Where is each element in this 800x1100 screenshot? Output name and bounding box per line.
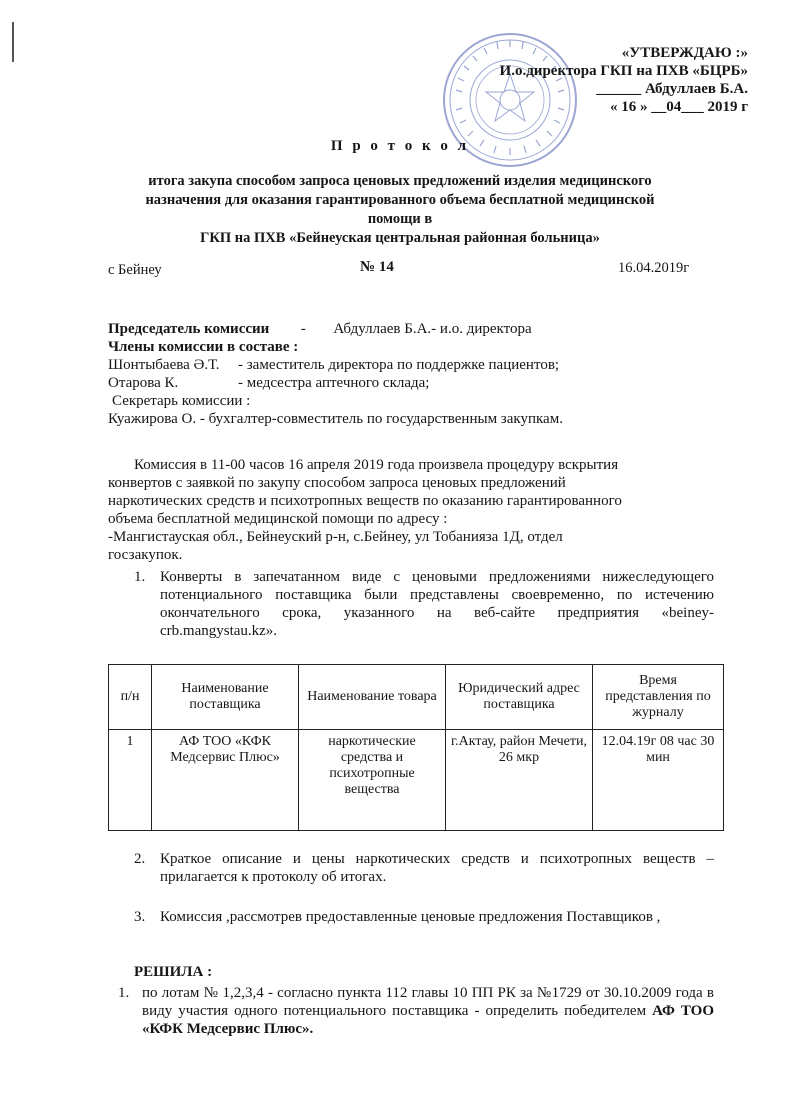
table-header: Время представления по журналу (593, 665, 724, 730)
meta-place: с Бейнеу (108, 262, 162, 278)
list-item (134, 908, 714, 926)
meta-number: № 14 (360, 259, 394, 275)
subtitle-line: помощи в (367, 211, 433, 227)
subtitle-line: назначения для оказания гарантированного объема бесплатной медицинской (145, 192, 655, 208)
member-row (108, 374, 563, 392)
document-title: П р о т о к о л (330, 138, 470, 154)
intro-line: объема бесплатной медицинской помощи по адресу : (108, 511, 448, 527)
list-item-text: Комиссия ,рассмотрев предоставленные ценовые предложения Поставщиков , (160, 909, 661, 925)
table-cell: 1 (109, 730, 152, 831)
member-role: - заместитель директора по поддержке пациентов; (238, 357, 560, 373)
table-header: Юридический адрес поставщика (446, 665, 593, 730)
secretary-label: Секретарь комиссии : (112, 393, 251, 409)
suppliers-table (108, 664, 724, 831)
member-name: Шонтыбаева Ә.Т. (108, 357, 220, 373)
member-role: - медсестра аптечного склада; (238, 375, 430, 391)
intro-line: Комиссия в 11-00 часов 16 апреля 2019 года произвела процедуру вскрытия (134, 457, 619, 473)
approval-heading: «УТВЕРЖДАЮ :» (621, 45, 748, 61)
decision-item (118, 984, 714, 1038)
list-item-number: 1. (134, 569, 146, 585)
approval-block (500, 44, 748, 116)
approval-position: И.о.директора ГКП на ПХВ «БЦРБ» (499, 63, 748, 79)
subtitle-line: итога закупа способом запроса ценовых предложений изделия медицинского (148, 173, 652, 189)
list-item-number: 2. (134, 851, 146, 867)
decision-heading: РЕШИЛА : (134, 964, 213, 980)
commission-chair (108, 320, 563, 338)
subtitle-line: ГКП на ПХВ «Бейнеуская центральная районная больница» (200, 230, 600, 246)
member-name: Отарова К. (108, 375, 179, 391)
table-header: п/н (109, 665, 152, 730)
intro-line: -Мангистауская обл., Бейнеуский р-н, с.Бейнеу, ул Тобанияза 1Д, отдел (108, 529, 563, 545)
document-subtitle (0, 172, 800, 248)
scan-edge-mark (12, 22, 14, 62)
table-cell: наркотические средства и психотропные вещества (299, 730, 446, 831)
intro-line: наркотических средств и психотропных веществ по оказанию гарантированного (108, 493, 622, 509)
list-item-text: Конверты в запечатанном виде с ценовыми предложениями нижеследующего потенциального поставщика были представлены своевременно, по истечению окончательного срока, указанного на веб-сайте предприятия «beiney-crb.mangystau.kz». (160, 569, 714, 639)
list-item (134, 568, 714, 640)
table-cell: 12.04.19г 08 час 30 мин (593, 730, 724, 831)
table-header-row (109, 665, 724, 730)
table-cell: АФ ТОО «КФК Медсервис Плюс» (152, 730, 299, 831)
decision-number: 1. (118, 985, 130, 1001)
members-label: Члены комиссии в составе : (108, 339, 299, 355)
intro-line: госзакупок. (108, 547, 183, 563)
list-item-text: Краткое описание и цены наркотических средств и психотропных веществ – прилагается к протоколу об итогах. (160, 851, 714, 885)
chair-separator: - (300, 321, 306, 337)
list-item (134, 850, 714, 886)
commission-block (108, 320, 563, 428)
approval-signatory: ______ Абдуллаев Б.А. (596, 81, 748, 97)
decision-body: по лотам № 1,2,3,4 - согласно пункта 112 главы 10 ПП РК за №1729 от 30.10.2009 года в виду участия одного потенциального поставщика - определить победителем (142, 985, 714, 1019)
meta-date: 16.04.2019г (618, 260, 690, 276)
member-row (108, 356, 563, 374)
secretary-value: Куажирова О. - бухгалтер-совместитель по государственным закупкам. (108, 411, 563, 427)
decision-winner: АФ ТОО «КФК Медсервис Плюс». (142, 1003, 714, 1037)
table-header: Наименование поставщика (152, 665, 299, 730)
table-header: Наименование товара (299, 665, 446, 730)
approval-date: « 16 » __04___ 2019 г (609, 99, 748, 115)
list-item-number: 3. (134, 909, 146, 925)
chair-value: Абдуллаев Б.А.- и.о. директора (333, 321, 532, 337)
intro-line: конвертов с заявкой по закупу способом запроса ценовых предложений (108, 475, 566, 491)
intro-paragraph (108, 456, 714, 564)
decision-text (142, 984, 714, 1038)
table-row (109, 730, 724, 831)
chair-label: Председатель комиссии (108, 321, 270, 337)
table-cell: г.Актау, район Мечети, 26 мкр (446, 730, 593, 831)
